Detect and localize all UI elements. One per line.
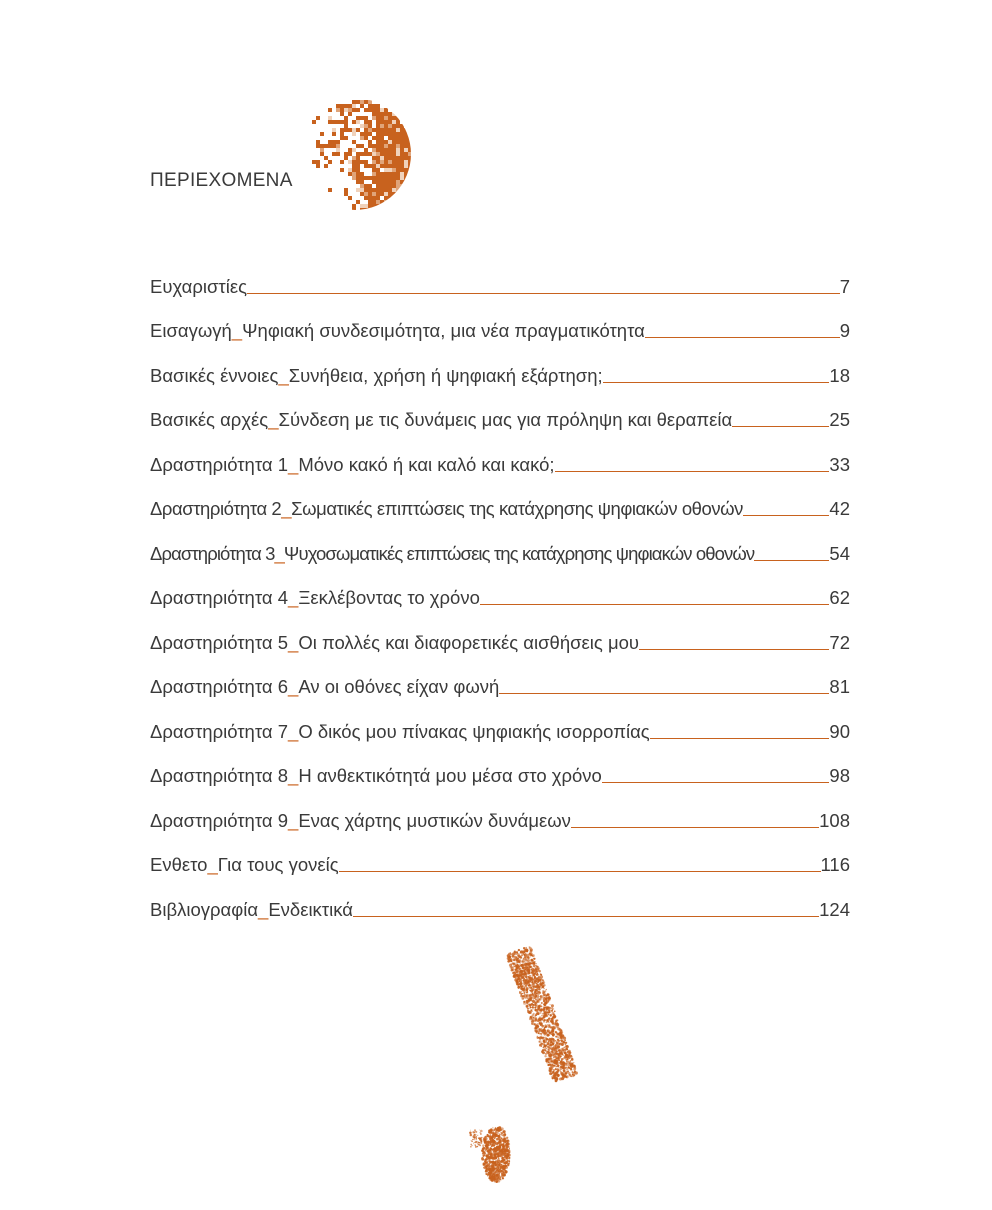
toc-leader-line: [480, 604, 830, 605]
toc-page-number: 108: [819, 809, 850, 831]
toc-page-number: 116: [820, 854, 850, 875]
toc-leader-line: [650, 738, 830, 739]
toc-row[interactable]: [150, 877, 850, 922]
toc-row[interactable]: [150, 432, 850, 477]
table-of-contents: [150, 254, 850, 922]
brush-stroke-decoration: [500, 940, 600, 1090]
toc-leader-line: [247, 293, 840, 294]
toc-leader-line: [732, 426, 829, 427]
toc-leader-line: [645, 337, 840, 338]
toc-entry-title: Ευχαριστίες: [150, 275, 247, 297]
toc-page-number: 33: [829, 453, 850, 475]
toc-entry-title: Δραστηριότητα 3_Ψυχοσωματικές επιπτώσεις της κατάχρησης ψηφιακών οθονών: [150, 542, 755, 564]
toc-leader-line: [555, 471, 830, 472]
toc-page-number: 90: [829, 720, 850, 742]
toc-page-number: 62: [829, 587, 850, 608]
toc-row[interactable]: [150, 655, 850, 700]
toc-page-number: 18: [829, 364, 850, 386]
toc-leader-line: [571, 827, 819, 828]
toc-entry-title: Δραστηριότητα 4_Ξεκλέβοντας το χρόνο: [150, 587, 480, 608]
toc-row[interactable]: [150, 610, 850, 655]
toc-entry-title: Δραστηριότητα 5_Οι πολλές και διαφορετικές αισθήσεις μου: [150, 631, 640, 653]
toc-entry-title: Βιβλιογραφία_Ενδεικτικά: [150, 898, 353, 920]
toc-entry-title: Δραστηριότητα 9_Ενας χάρτης μυστικών δυνάμεων: [150, 809, 571, 831]
toc-leader-line: [603, 382, 830, 383]
toc-leader-line: [602, 782, 830, 783]
toc-row[interactable]: [150, 254, 850, 299]
toc-row[interactable]: [150, 388, 850, 433]
toc-page-number: 72: [829, 631, 850, 653]
toc-entry-title: Βασικές αρχές_Σύνδεση με τις δυνάμεις μας για πρόληψη και θεραπεία: [150, 409, 733, 430]
toc-leader-line: [499, 693, 829, 694]
toc-leader-line: [353, 916, 819, 917]
toc-leader-line: [754, 560, 829, 561]
toc-entry-title: Βασικές έννοιες_Συνήθεια, χρήση ή ψηφιακή εξάρτηση;: [150, 364, 603, 386]
toc-entry-title: Δραστηριότητα 1_Μόνο κακό ή και καλό και κακό;: [150, 453, 555, 475]
toc-page-number: 98: [829, 765, 850, 786]
toc-row[interactable]: [150, 343, 850, 388]
toc-row[interactable]: [150, 521, 850, 566]
toc-row[interactable]: [150, 566, 850, 611]
toc-page-number: 81: [829, 676, 850, 697]
toc-leader-line: [339, 871, 821, 872]
toc-row[interactable]: [150, 699, 850, 744]
toc-leader-line: [743, 515, 829, 516]
toc-page-number: 124: [819, 898, 850, 920]
toc-entry-title: Ενθετο_Για τους γονείς: [150, 854, 339, 875]
toc-row[interactable]: [150, 788, 850, 833]
toc-page-number: 42: [829, 498, 850, 519]
toc-entry-title: Εισαγωγή_Ψηφιακή συνδεσιμότητα, μια νέα πραγματικότητα: [150, 320, 645, 341]
toc-entry-title: Δραστηριότητα 8_Η ανθεκτικότητά μου μέσα στο χρόνο: [150, 765, 602, 786]
toc-leader-line: [639, 649, 829, 650]
toc-page-number: 25: [829, 409, 850, 430]
toc-row[interactable]: [150, 477, 850, 522]
toc-row[interactable]: [150, 833, 850, 878]
toc-row[interactable]: [150, 744, 850, 789]
toc-page-number: 54: [829, 542, 850, 564]
toc-entry-title: Δραστηριότητα 2_Σωματικές επιπτώσεις της κατάχρησης ψηφιακών οθονών: [150, 498, 743, 519]
pixel-circle-decoration: [296, 96, 414, 212]
toc-entry-title: Δραστηριότητα 6_Αν οι οθόνες είχαν φωνή: [150, 676, 500, 697]
toc-entry-title: Δραστηριότητα 7_Ο δικός μου πίνακας ψηφιακής ισορροπίας: [150, 720, 650, 742]
toc-page-number: 7: [839, 275, 850, 297]
page-title: ΠΕΡΙΕΧΟΜΕΝΑ: [150, 170, 293, 191]
toc-row[interactable]: [150, 299, 850, 344]
brush-blob-decoration: [464, 1118, 524, 1188]
toc-page-number: 9: [839, 320, 850, 341]
